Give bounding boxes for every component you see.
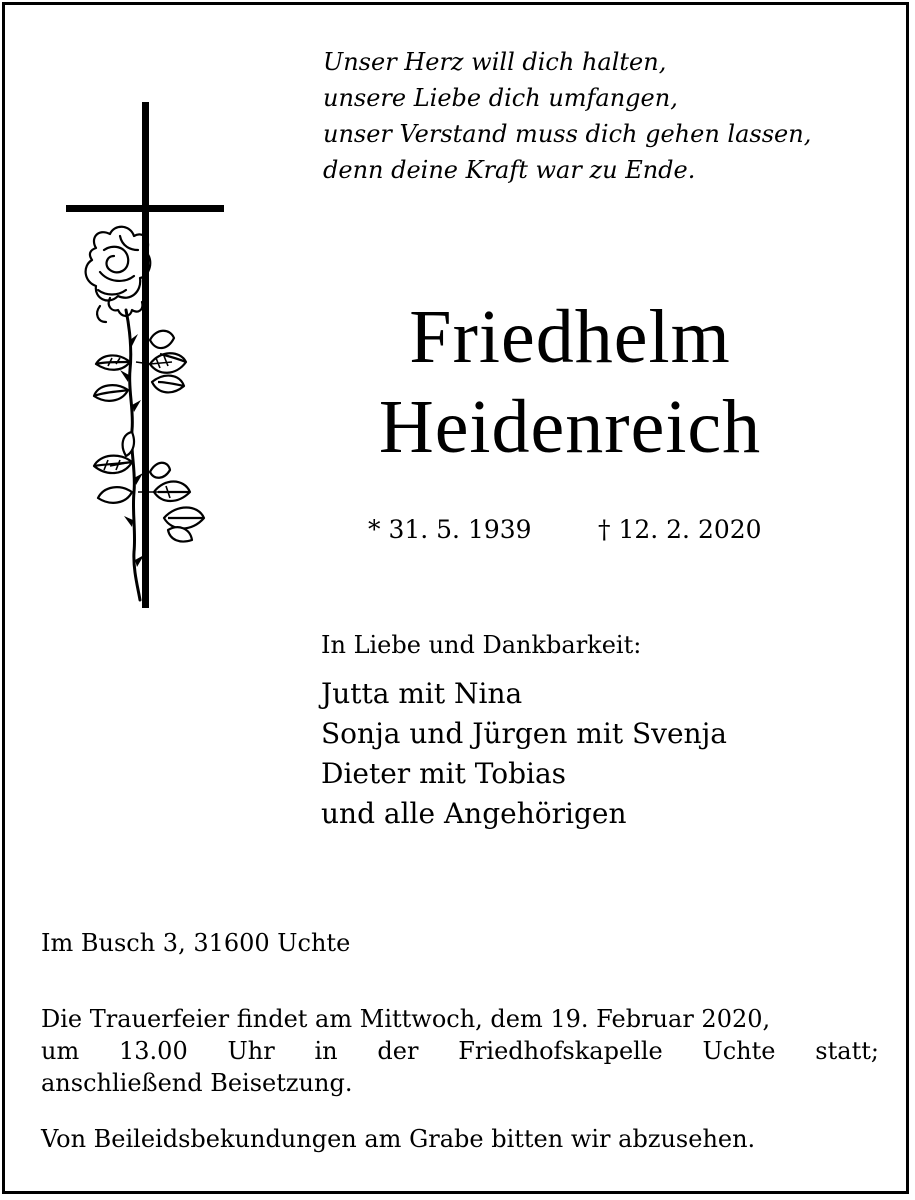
service-word: in <box>314 1037 338 1065</box>
mourner-name: Sonja und Jürgen mit Svenja <box>321 717 727 750</box>
service-word: um <box>41 1037 80 1065</box>
service-word: Uchte <box>702 1037 776 1065</box>
funeral-service-info <box>41 1003 879 1099</box>
service-word: Friedhofskapelle <box>458 1037 663 1065</box>
family-address: Im Busch 3, 31600 Uchte <box>41 929 351 957</box>
service-word: 13.00 <box>119 1037 188 1065</box>
cross-with-rose-icon <box>60 100 230 616</box>
service-line-justified <box>41 1035 879 1067</box>
memorial-poem <box>323 44 903 188</box>
service-word: statt; <box>815 1037 879 1065</box>
deceased-name <box>300 292 840 472</box>
service-word: Uhr <box>227 1037 275 1065</box>
mourner-name: und alle Angehörigen <box>321 797 627 830</box>
poem-line: denn deine Kraft war zu Ende. <box>323 156 696 184</box>
poem-line: unsere Liebe dich umfangen, <box>323 84 678 112</box>
mourner-name: Jutta mit Nina <box>321 677 523 710</box>
mourners-list <box>321 674 727 834</box>
poem-line: unser Verstand muss dich gehen lassen, <box>323 120 812 148</box>
condolence-note: Von Beileidsbekundungen am Grabe bitten wir abzusehen. <box>41 1125 756 1153</box>
mourner-name: Dieter mit Tobias <box>321 757 567 790</box>
last-name: Heidenreich <box>378 385 762 469</box>
birth-date: * 31. 5. 1939 <box>368 515 532 544</box>
service-word: der <box>377 1037 419 1065</box>
first-name: Friedhelm <box>409 295 731 379</box>
service-line: Die Trauerfeier findet am Mittwoch, dem 19. Februar 2020, <box>41 1005 771 1033</box>
mourners-intro: In Liebe und Dankbarkeit: <box>321 631 642 659</box>
death-date: † 12. 2. 2020 <box>598 515 762 544</box>
poem-line: Unser Herz will dich halten, <box>323 48 667 76</box>
service-line: anschließend Beisetzung. <box>41 1069 353 1097</box>
